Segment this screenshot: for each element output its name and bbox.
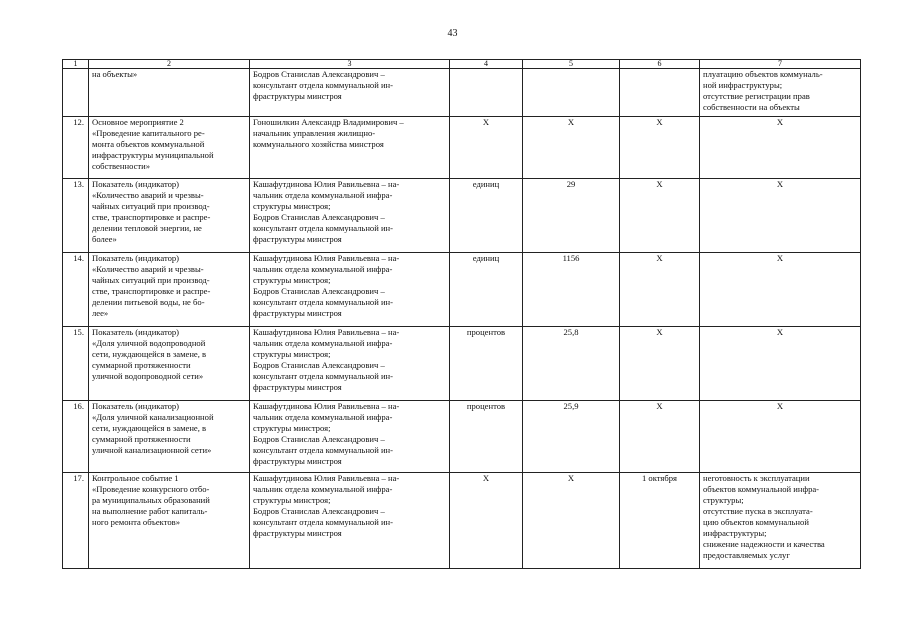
cell-line: Х xyxy=(776,401,784,411)
cell-line: Показатель (индикатор) xyxy=(92,401,180,411)
row-number-cell: 15. xyxy=(63,327,89,401)
cell-line: фраструктуры минстроя xyxy=(253,456,342,466)
cell-line: отсутствие пуска в эксплуата- xyxy=(703,506,813,516)
event-name-cell xyxy=(89,473,250,569)
cell-line: стве, транспортировке и распре- xyxy=(92,286,211,296)
cell-line: сети, нуждающейся в замене, в xyxy=(92,349,207,359)
responsible-cell xyxy=(250,327,450,401)
cell-line: чальник отдела коммунальной инфра- xyxy=(253,484,393,494)
row-number-cell: 17. xyxy=(63,473,89,569)
cell-line: цию объектов коммунальной xyxy=(703,517,809,527)
cell-line: суммарной протяженности xyxy=(92,434,191,444)
cell-line: суммарной протяженности xyxy=(92,360,191,370)
event-name-cell xyxy=(89,253,250,327)
risk-cell xyxy=(700,69,861,117)
unit-cell: Х xyxy=(450,117,523,179)
cell-line: инфраструктуры муниципальной xyxy=(92,150,214,160)
table-row xyxy=(63,179,861,253)
cell-line: консультант отдела коммунальной ин- xyxy=(253,223,394,233)
cell-line: собственности на объекты xyxy=(703,102,800,112)
risk-cell xyxy=(700,473,861,569)
cell-line: сети, нуждающейся в замене, в xyxy=(92,423,207,433)
row-number-cell: 14. xyxy=(63,253,89,327)
cell-line: стве, транспортировке и распре- xyxy=(92,212,211,222)
cell-line: Х xyxy=(776,327,784,337)
cell-line: на объекты» xyxy=(92,69,138,79)
cell-line: Основное мероприятие 2 xyxy=(92,117,184,127)
row-number-cell: 13. xyxy=(63,179,89,253)
header-row xyxy=(63,60,861,69)
cell-line: Бодров Станислав Александрович – xyxy=(253,434,385,444)
table-row xyxy=(63,253,861,327)
date-cell: Х xyxy=(620,253,700,327)
header-cell: 4 xyxy=(450,60,523,69)
cell-line: «Доля уличной канализационной xyxy=(92,412,214,422)
cell-line: консультант отдела коммунальной ин- xyxy=(253,371,394,381)
risk-cell xyxy=(700,253,861,327)
header-cell: 5 xyxy=(523,60,620,69)
cell-line: чальник отдела коммунальной инфра- xyxy=(253,264,393,274)
event-name-cell xyxy=(89,401,250,473)
cell-line: объектов коммунальной инфра- xyxy=(703,484,820,494)
cell-line: инфраструктуры; xyxy=(703,528,767,538)
cell-line: Кашафутдинова Юлия Равильевна – на- xyxy=(253,253,400,263)
cell-line: ной инфраструктуры; xyxy=(703,80,783,90)
cell-line: коммунального хозяйства минстроя xyxy=(253,139,384,149)
cell-line: Показатель (индикатор) xyxy=(92,179,180,189)
cell-line: Бодров Станислав Александрович – xyxy=(253,286,385,296)
risk-cell xyxy=(700,179,861,253)
cell-line: на выполнение работ капиталь- xyxy=(92,506,208,516)
cell-line: более» xyxy=(92,234,117,244)
cell-line: собственности» xyxy=(92,161,151,171)
cell-line: структуры минстроя; xyxy=(253,495,331,505)
unit-cell: Х xyxy=(450,473,523,569)
cell-line: плуатацию объектов коммуналь- xyxy=(703,69,823,79)
date-cell: 1 октября xyxy=(620,473,700,569)
cell-line: Бодров Станислав Александрович – xyxy=(253,212,385,222)
cell-line: Кашафутдинова Юлия Равильевна – на- xyxy=(253,401,400,411)
value-cell: 1156 xyxy=(523,253,620,327)
unit-cell: единиц xyxy=(450,253,523,327)
cell-line: структуры минстроя; xyxy=(253,201,331,211)
responsible-cell xyxy=(250,117,450,179)
risk-cell xyxy=(700,327,861,401)
cell-line: Кашафутдинова Юлия Равильевна – на- xyxy=(253,473,400,483)
cell-line: Х xyxy=(776,117,784,127)
date-cell: Х xyxy=(620,117,700,179)
unit-cell xyxy=(450,69,523,117)
cell-line: Х xyxy=(776,253,784,263)
cell-line: ного ремонта объектов» xyxy=(92,517,180,527)
value-cell: 25,8 xyxy=(523,327,620,401)
cell-line: Кашафутдинова Юлия Равильевна – на- xyxy=(253,327,400,337)
header-cell: 6 xyxy=(620,60,700,69)
table-row xyxy=(63,69,861,117)
cell-line: консультант отдела коммунальной ин- xyxy=(253,445,394,455)
cell-line: лее» xyxy=(92,308,109,318)
unit-cell: единиц xyxy=(450,179,523,253)
date-cell: Х xyxy=(620,401,700,473)
date-cell xyxy=(620,69,700,117)
responsible-cell xyxy=(250,179,450,253)
cell-line: уличной канализационной сети» xyxy=(92,445,212,455)
cell-line: отсутствие регистрации прав xyxy=(703,91,810,101)
cell-line: Бодров Станислав Александрович – xyxy=(253,69,385,79)
cell-line: Контрольное событие 1 xyxy=(92,473,179,483)
cell-line: предоставляемых услуг xyxy=(703,550,790,560)
cell-line: «Доля уличной водопроводной xyxy=(92,338,206,348)
page-number: 43 xyxy=(447,28,458,39)
value-cell: Х xyxy=(523,473,620,569)
header-cell: 1 xyxy=(63,60,89,69)
header-cell: 3 xyxy=(250,60,450,69)
value-cell xyxy=(523,69,620,117)
table-row xyxy=(63,401,861,473)
cell-line: «Количество аварий и чрезвы- xyxy=(92,264,204,274)
cell-line: Гоношилкин Александр Владимирович – xyxy=(253,117,404,127)
cell-line: начальник управления жилищно- xyxy=(253,128,376,138)
unit-cell: процентов xyxy=(450,401,523,473)
event-name-cell xyxy=(89,327,250,401)
cell-line: фраструктуры минстроя xyxy=(253,234,342,244)
table-row xyxy=(63,117,861,179)
cell-line: Бодров Станислав Александрович – xyxy=(253,506,385,516)
event-name-cell xyxy=(89,179,250,253)
cell-line: фраструктуры минстроя xyxy=(253,308,342,318)
cell-line: Показатель (индикатор) xyxy=(92,327,180,337)
measures-table xyxy=(62,59,861,569)
value-cell: Х xyxy=(523,117,620,179)
cell-line: делении питьевой воды, не бо- xyxy=(92,297,205,307)
event-name-cell xyxy=(89,69,250,117)
responsible-cell xyxy=(250,401,450,473)
responsible-cell xyxy=(250,473,450,569)
table-row xyxy=(63,473,861,569)
value-cell: 29 xyxy=(523,179,620,253)
cell-line: фраструктуры минстроя xyxy=(253,382,342,392)
cell-line: структуры минстроя; xyxy=(253,349,331,359)
cell-line: чайных ситуаций при производ- xyxy=(92,201,210,211)
cell-line: уличной водопроводной сети» xyxy=(92,371,204,381)
date-cell: Х xyxy=(620,327,700,401)
value-cell: 25,9 xyxy=(523,401,620,473)
cell-line: «Проведение конкурсного отбо- xyxy=(92,484,210,494)
cell-line: структуры минстроя; xyxy=(253,275,331,285)
cell-line: структуры; xyxy=(703,495,744,505)
header-cell: 7 xyxy=(700,60,861,69)
cell-line: фраструктуры минстроя xyxy=(253,528,342,538)
row-number-cell: 16. xyxy=(63,401,89,473)
cell-line: Кашафутдинова Юлия Равильевна – на- xyxy=(253,179,400,189)
date-cell: Х xyxy=(620,179,700,253)
cell-line: делении тепловой энергии, не xyxy=(92,223,202,233)
risk-cell xyxy=(700,117,861,179)
cell-line: чальник отдела коммунальной инфра- xyxy=(253,412,393,422)
row-number-cell: 12. xyxy=(63,117,89,179)
risk-cell xyxy=(700,401,861,473)
cell-line: Бодров Станислав Александрович – xyxy=(253,360,385,370)
cell-line: неготовность к эксплуатации xyxy=(703,473,810,483)
cell-line: монта объектов коммунальной xyxy=(92,139,205,149)
cell-line: ра муниципальных образований xyxy=(92,495,210,505)
cell-line: чайных ситуаций при производ- xyxy=(92,275,210,285)
cell-line: фраструктуры минстроя xyxy=(253,91,342,101)
cell-line: «Проведение капитального ре- xyxy=(92,128,205,138)
header-cell: 2 xyxy=(89,60,250,69)
cell-line: Х xyxy=(776,179,784,189)
cell-line: структуры минстроя; xyxy=(253,423,331,433)
unit-cell: процентов xyxy=(450,327,523,401)
cell-line: «Количество аварий и чрезвы- xyxy=(92,190,204,200)
cell-line: Показатель (индикатор) xyxy=(92,253,180,263)
cell-line: консультант отдела коммунальной ин- xyxy=(253,297,394,307)
row-number-cell xyxy=(63,69,89,117)
cell-line: консультант отдела коммунальной ин- xyxy=(253,517,394,527)
event-name-cell xyxy=(89,117,250,179)
cell-line: чальник отдела коммунальной инфра- xyxy=(253,338,393,348)
cell-line: снижение надежности и качества xyxy=(703,539,825,549)
cell-line: чальник отдела коммунальной инфра- xyxy=(253,190,393,200)
responsible-cell xyxy=(250,253,450,327)
cell-line: консультант отдела коммунальной ин- xyxy=(253,80,394,90)
responsible-cell xyxy=(250,69,450,117)
table-row xyxy=(63,327,861,401)
